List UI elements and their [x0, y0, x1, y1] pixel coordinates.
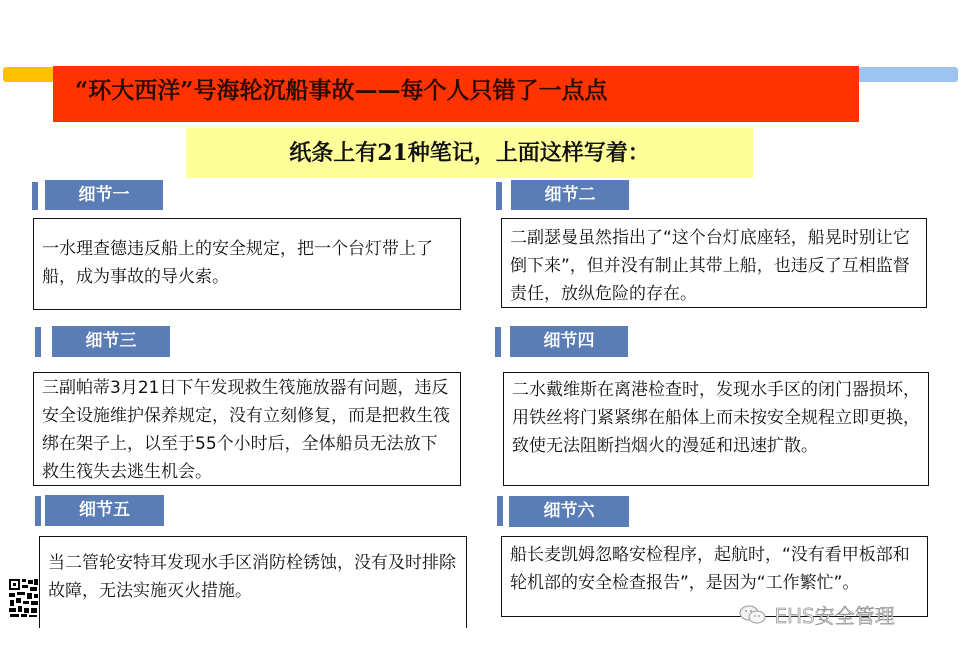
detail-4-text: 二水戴维斯在离港检查时，发现水手区的闭门器损坏，用铁丝将门紧紧绑在船体上而未按安全规程立即更换，致使无法阻断挡烟火的漫延和迅速扩散。 [503, 372, 929, 486]
detail-3-accent [35, 327, 41, 357]
detail-3-label: 细节三 [52, 326, 170, 357]
detail-1-label: 细节一 [45, 180, 163, 210]
qr-code-icon [8, 578, 39, 618]
detail-6-text: 船长麦凯姆忽略安检程序，起航时，“没有看甲板部和轮机部的安全检查报告”，是因为“工作繁忙”。 [501, 536, 928, 617]
detail-1-accent [32, 182, 38, 210]
detail-2-text: 二副瑟曼虽然指出了“这个台灯底座轻，船晃时别让它倒下来”，但并没有制止其带上船，也违反了互相监督责任，放纵危险的存在。 [501, 218, 927, 308]
detail-5-text: 当二管轮安特耳发现水手区消防栓锈蚀，没有及时排除故障，无法实施灭火措施。 [39, 536, 467, 628]
watermark [738, 600, 895, 629]
wechat-icon [738, 603, 768, 627]
page-subtitle: 纸条上有21种笔记，上面这样写着： [289, 140, 650, 166]
detail-1-text: 一水理查德违反船上的安全规定，把一个台灯带上了船，成为事故的导火索。 [33, 218, 461, 310]
detail-2-label: 细节二 [511, 180, 629, 210]
detail-5-accent [35, 496, 41, 526]
detail-4-label: 细节四 [510, 326, 628, 357]
detail-6-accent [497, 496, 503, 526]
page-title: “环大西洋”号海轮沉船事故——每个人只错了一点点 [75, 77, 608, 104]
detail-5-label: 细节五 [45, 495, 164, 526]
detail-2-accent [496, 182, 502, 210]
detail-6-label: 细节六 [509, 496, 629, 527]
left-decor-bar [3, 67, 55, 82]
detail-4-accent [495, 327, 501, 357]
right-decor-bar [858, 67, 958, 82]
watermark-text: EHS安全管理 [774, 604, 895, 628]
detail-3-text: 三副帕蒂3月21日下午发现救生筏施放器有问题，违反安全设施维护保养规定，没有立刻修复，而是把救生筏绑在架子上，以至于55个小时后，全体船员无法放下救生筏失去逃生机会。 [33, 372, 461, 486]
